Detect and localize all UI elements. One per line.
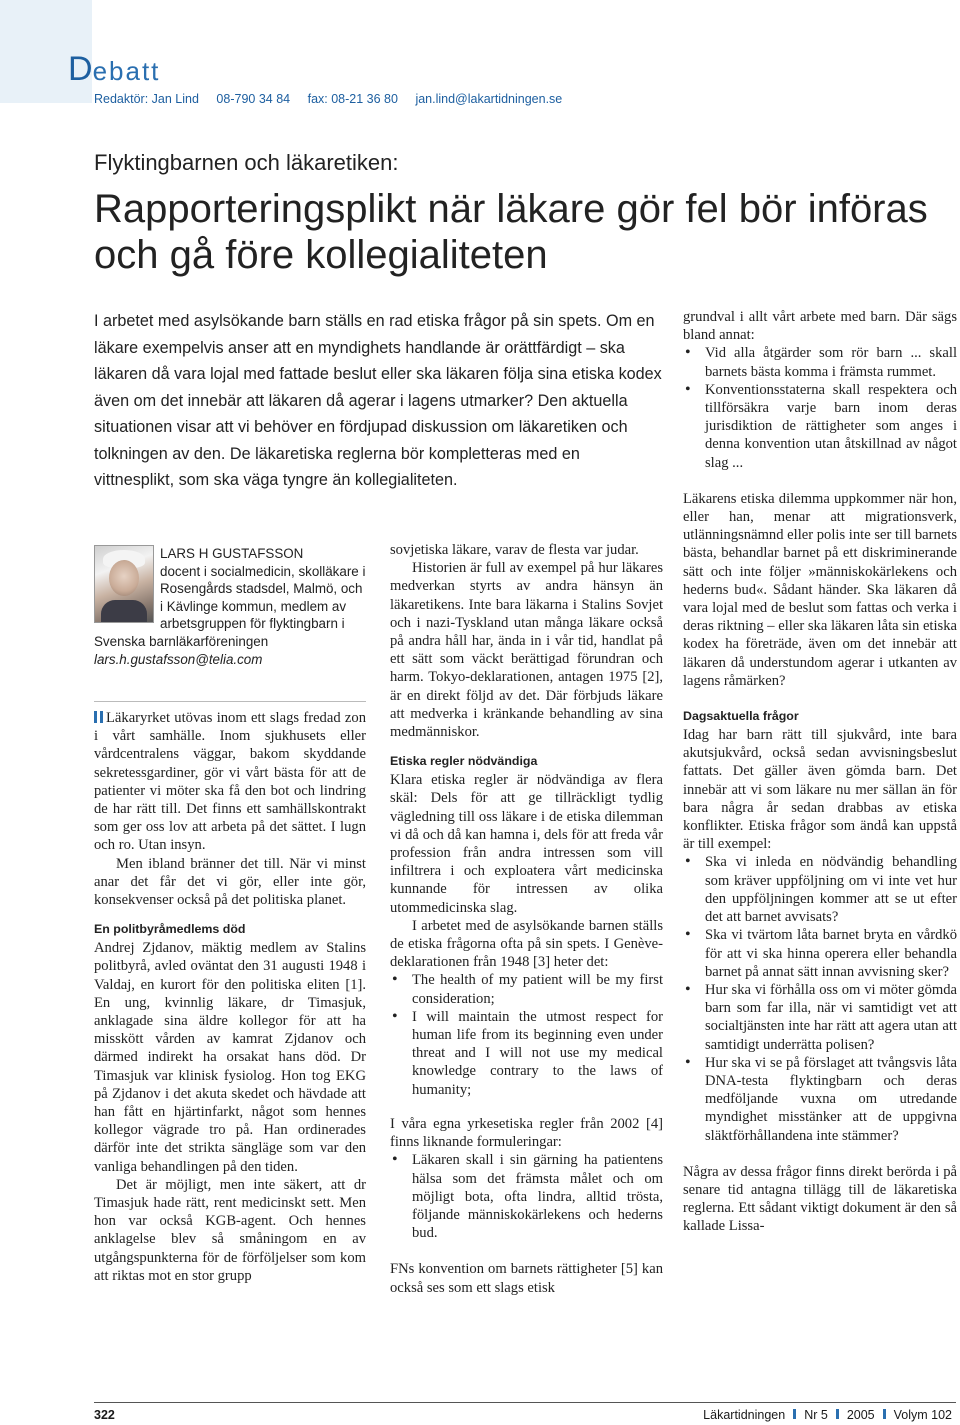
paragraph: I arbetet med de asylsökande barnen ställs de etiska frågorna ofta på sin spets. I Genève-deklarationen från 1948 [3] heter det: (390, 917, 663, 971)
paragraph: Andrej Zjdanov, mäktig medlem av Stalins politbyrå, avled oväntat den 31 augusti 1948 i Valdaj, en kurort för den politiska eliten [1]. En ung, kvinnlig läkare, dr Timasjuk, anklagade sina äldre kollegor för att ha misskött vården av kamrat Zjdanov och därmed indirekt ha orsakat hans död. Dr Timasjuk var klinisk fysiolog. Hon tog EKG på Zjdanov i det akuta skedet och hävdade att han fått en hjärtinfarkt, något som hennes kollegor vägrade tro på. Han ordinerades därför inte det strikta sängläge som var den vanliga behandlingen på den tiden. (94, 940, 366, 1175)
paragraph: Läkarens etiska dilemma uppkommer när hon, eller han, menar att migrationsverk, utlänningsnämnd eller polis inte ser till barnets bästa, behandlar barnet på ett diskriminerande sätt och inte följer »människokärlekens och hederns bud«. Sådant händer. Ska läkaren då vara lojal med de beslut som fattas och verka i deras riktning – eller ska läkaren låta sin etiska kodex ha företräde, även om det innebär att läkaren då understundom agerar i utkanten av lagens råmärken? (683, 490, 957, 689)
list-item: • Läkaren skall i sin gärning ha patientens hälsa som det främsta målet och om möjligt bota, ofta lindra, alltid trösta, följande människokärlekens och hederns bud. (390, 1151, 663, 1242)
article-ingress: I arbetet med asylsökande barn ställs en rad etiska frågor på sin spets. Om en läkare exempelvis anser att en myndighets handlande är orättfärdigt – ska läkaren då vara lojal med fattade beslut eller ska läkaren följa sina etiska kodex även om det innebär att läkaren då agerar i lagens utmarker? Den aktuella situationen visar att vi behöver en fördjupad diskussion om läkaretiken och tolkningen av den. De läkaretiska reglerna bör kompletteras med en vittnesplikt, som ska väga tyngre än kollegialiteten. (94, 312, 662, 489)
article-headline: Rapporteringsplikt när läkare gör fel bör införas och gå före kollegialiteten (94, 187, 928, 277)
paragraph: Läkaryrket utövas inom ett slags fredad zon i vårt samhälle. Inom sjukhusets eller vårdcentralens väggar, bakom skyddande sekretessgardiner, gör vi vårt bästa för att de patienter vi möter ska få den bot och lindring de har rätt till. Det finns ett samhällskontrakt som ger oss lov att arbeta på det sättet. I lugn och ro. Utan insyn. (94, 710, 366, 854)
author-email: lars.h.gustafsson@telia.com (94, 651, 263, 667)
volume: Volym 102 (893, 1408, 952, 1422)
list-item: • Vid alla åtgärder som rör barn ... skall barnets bästa komma i främsta rummet. (683, 344, 957, 380)
author-divider (94, 701, 366, 702)
separator-bar (793, 1409, 796, 1419)
author-byline (94, 545, 366, 668)
bullet-list (683, 853, 957, 1144)
issue-year: 2005 (846, 1408, 875, 1422)
separator-bar (883, 1409, 886, 1419)
paragraph: sovjetiska läkare, varav de flesta var judar. (390, 542, 639, 558)
section-title-rest: ebatt (92, 56, 161, 86)
bullet-list (390, 971, 663, 1098)
author-name: LARS H GUSTAFSSON (160, 546, 304, 561)
paragraph: Klara etiska regler är nödvändiga av flera skäl: Dels för att ge tillräckligt tydlig vägledning till oss läkare i de etiska dilemman vi då och då kan hamna i, dels för att freda vår profession från andra intressen som vill infiltrera i och exploatera vårt medicinska kunnande för intressen av olika utommedicinska slag. (390, 772, 663, 916)
editor-name: Redaktör: Jan Lind (94, 92, 199, 106)
article-kicker: Flyktingbarnen och läkaretiken: (94, 150, 399, 175)
start-marker-icon (94, 711, 103, 723)
editor-line (94, 92, 576, 106)
subheading: Dagsaktuella frågor (683, 709, 799, 724)
paragraph: grundval i allt vårt arbete med barn. Där sägs bland annat: (683, 309, 957, 344)
editor-phone: 08-790 34 84 (216, 92, 291, 106)
paragraph: FNs konvention om barnets rättigheter [5] kan också ses som ett slags etisk (390, 1261, 663, 1296)
section-title-initial: D (68, 50, 93, 88)
paragraph: Men ibland bränner det till. När vi minst anar det får det vi gör, eller inte gör, konsekvenser också på det politiska planet. (94, 855, 366, 909)
editor-fax: fax: 08-21 36 80 (307, 92, 398, 106)
list-item: • Hur ska vi förhålla oss om vi möter gömda barn som far illa, när vi samtidigt vet att socialtjänsten inte har rätt att agera utan att samtidigt underrätta polisen? (683, 981, 957, 1054)
footer-rule (94, 1402, 956, 1403)
page-number: 322 (94, 1408, 115, 1422)
subheading: En politbyråmedlems död (94, 922, 246, 937)
issue-number: Nr 5 (804, 1408, 828, 1422)
subheading: Etiska regler nödvändiga (390, 754, 538, 769)
list-item: • Ska vi inleda en nödvändig behandling som kräver uppföljning om vi inte vet hur den uppföljningen kommer att se ut efter det att barnet avvisats? (683, 853, 957, 926)
author-bio: docent i socialmedicin, skolläkare i Rosengårds stadsdel, Malmö, och i Kävlinge kommun, medlem av arbetsgruppen för flyktingbarn i Svenska barnläkarföreningen (94, 563, 366, 649)
body-column-3 (683, 308, 957, 1236)
body-column-2 (390, 541, 663, 1297)
bullet-list (390, 1151, 663, 1242)
separator-bar (836, 1409, 839, 1419)
journal-footer (703, 1408, 952, 1422)
journal-name: Läkartidningen (703, 1408, 786, 1422)
editor-email: jan.lind@lakartidningen.se (415, 92, 563, 106)
paragraph: Historien är full av exempel på hur läkares medverkan styrts av andra hänsyn än läkaretikens. Inte bara läkarna i Stalins Sovjet och i nazi-Tyskland utan många läkare också på andra håll har, ända in i vår tid, handlat på ett sätt som väckt berättigad förundran och harm. Tokyo-deklarationen, antagen 1975 [2], är en direkt följd av det. Där förbjuds läkare att medverka i kränkande behandling av sina medmänniskor. (390, 560, 663, 741)
list-item: • The health of my patient will be my first consideration; (390, 971, 663, 1007)
list-item: • Hur ska vi se på förslaget att tvångsvis låta DNA-testa flyktingbarn och deras medföljande vuxna om utredande myndighet misstänker att de uppgivna släktförhållandena inte stämmer? (683, 1054, 957, 1145)
paragraph: Det är möjligt, men inte säkert, att dr Timasjuk hade rätt, rent medicinskt sett. Men hon var också KGB-agent. Och hennes anklagelse blev så småningom en av utgångspunkterna för de förföljelser som kom att riktas mot en stor grupp (94, 1176, 366, 1284)
list-item: • Konventionsstaterna skall respektera och tillförsäkra varje barn inom deras jurisdiktion de rättigheter som anges i denna konvention utan åtskillnad av något slag ... (683, 381, 957, 472)
section-title (68, 50, 161, 88)
paragraph: I våra egna yrkesetiska regler från 2002 [4] finns liknande formuleringar: (390, 1115, 663, 1151)
list-item: • Ska vi tvärtom låta barnet bryta en vårdkö för att vi ska hinna operera eller behandla barnet på annat sätt innan avvisning sker? (683, 926, 957, 981)
paragraph: Några av dessa frågor finns direkt berörda i på senare tid antagna tillägg till de läkaretiska reglerna. Ett sådant viktigt dokument är den så kallade Lissa- (683, 1163, 957, 1235)
paragraph: Idag har barn rätt till sjukvård, inte bara akutsjukvård, också sedan avvisningsbeslut fattats. Det gäller även gömda barn. Det innebär att vi som läkare nu mer sällan än för bara några år sedan drabbas av etiska konflikter. Etiska frågor som ändå kan uppstå är till exempel: (683, 727, 957, 853)
bullet-list (683, 344, 957, 471)
list-item: • I will maintain the utmost respect for human life from its beginning even under threat and I will not use my medical knowledge contrary to the laws of humanity; (390, 1008, 663, 1099)
body-column-1 (94, 709, 366, 1285)
